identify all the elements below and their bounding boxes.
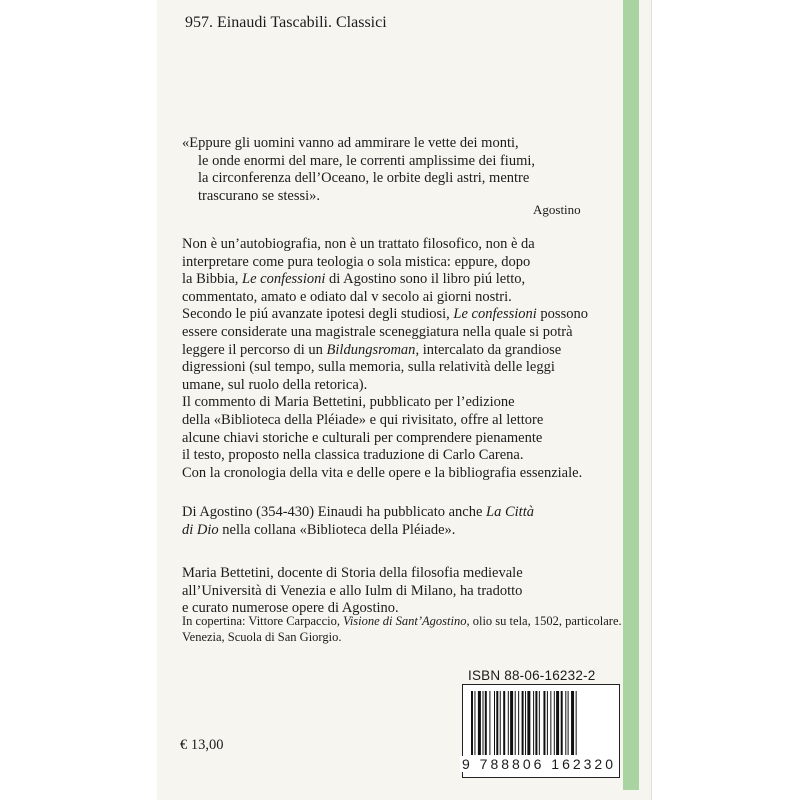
- author-bio-paragraph: [182, 565, 523, 618]
- text-line: Maria Bettetini, docente di Storia della filosofia medievale: [182, 565, 523, 581]
- text-line: Venezia, Scuola di San Giorgio.: [182, 629, 342, 644]
- text-line: Non è un’autobiografia, non è un trattato filosofico, non è da: [182, 236, 535, 252]
- isbn-label: ISBN 88-06-16232-2: [468, 668, 596, 683]
- cover-credits: [182, 614, 622, 645]
- text-line: Il commento di Maria Bettetini, pubblicato per l’edizione: [182, 394, 515, 411]
- text-line: della «Biblioteca della Pléiade» e qui rivisitato, offre al lettore: [182, 411, 544, 428]
- text-line: il testo, proposto nella classica traduzione di Carlo Carena.: [182, 447, 524, 464]
- text-line: interpretare come pura teologia o sola mistica: eppure, dopo: [182, 253, 531, 270]
- text-line: In copertina: Vittore Carpaccio, Visione di Sant’Agostino, olio su tela, 1502, particolare.: [182, 614, 622, 628]
- barcode-digits: 9 788806 162320: [462, 756, 616, 772]
- text-line: essere considerate una magistrale sceneggiatura nella quale si potrà: [182, 323, 573, 340]
- quote-line: «Eppure gli uomini vanno ad ammirare le vette dei monti,: [182, 135, 519, 151]
- text-line: Di Agostino (354-430) Einaudi ha pubblicato anche La Città: [182, 504, 534, 520]
- publisher-note-paragraph: [182, 504, 534, 539]
- price: € 13,00: [180, 737, 224, 753]
- series-title: 957. Einaudi Tascabili. Classici: [185, 14, 387, 31]
- quote-line: trascurano se stessi».: [198, 187, 321, 204]
- text-line: alcune chiavi storiche e culturali per comprendere pienamente: [182, 429, 543, 446]
- quote-line: la circonferenza dell’Oceano, le orbite degli astri, mentre: [198, 170, 530, 187]
- text-line: Secondo le piú avanzate ipotesi degli studiosi, Le confessioni possono: [182, 306, 588, 323]
- text-line: la Bibbia, Le confessioni di Agostino sono il libro piú letto,: [182, 271, 526, 288]
- text-line: umane, sul ruolo della retorica).: [182, 376, 368, 393]
- text-line: digressioni (sul tempo, sulla memoria, sulla relatività delle leggi: [182, 359, 555, 376]
- description-paragraph: [182, 236, 588, 482]
- quote-author: Agostino: [533, 202, 581, 217]
- text-line: all’Università di Venezia e allo Iulm di Milano, ha tradotto: [182, 582, 523, 599]
- quote-line: le onde enormi del mare, le correnti amplissime dei fiumi,: [198, 152, 536, 169]
- text-line: e curato numerose opere di Agostino.: [182, 600, 399, 617]
- epigraph-quote: [182, 135, 535, 205]
- text-line: di Dio nella collana «Biblioteca della Pléiade».: [182, 521, 456, 538]
- barcode-bars: [469, 691, 613, 755]
- text-line: leggere il percorso di un Bildungsroman, intercalato da grandiose: [182, 341, 562, 358]
- text-line: commentato, amato e odiato dal v secolo ai giorni nostri.: [182, 288, 512, 305]
- text-line: Con la cronologia della vita e delle opere e la bibliografia essenziale.: [182, 464, 583, 481]
- green-spine-edge: [623, 0, 639, 790]
